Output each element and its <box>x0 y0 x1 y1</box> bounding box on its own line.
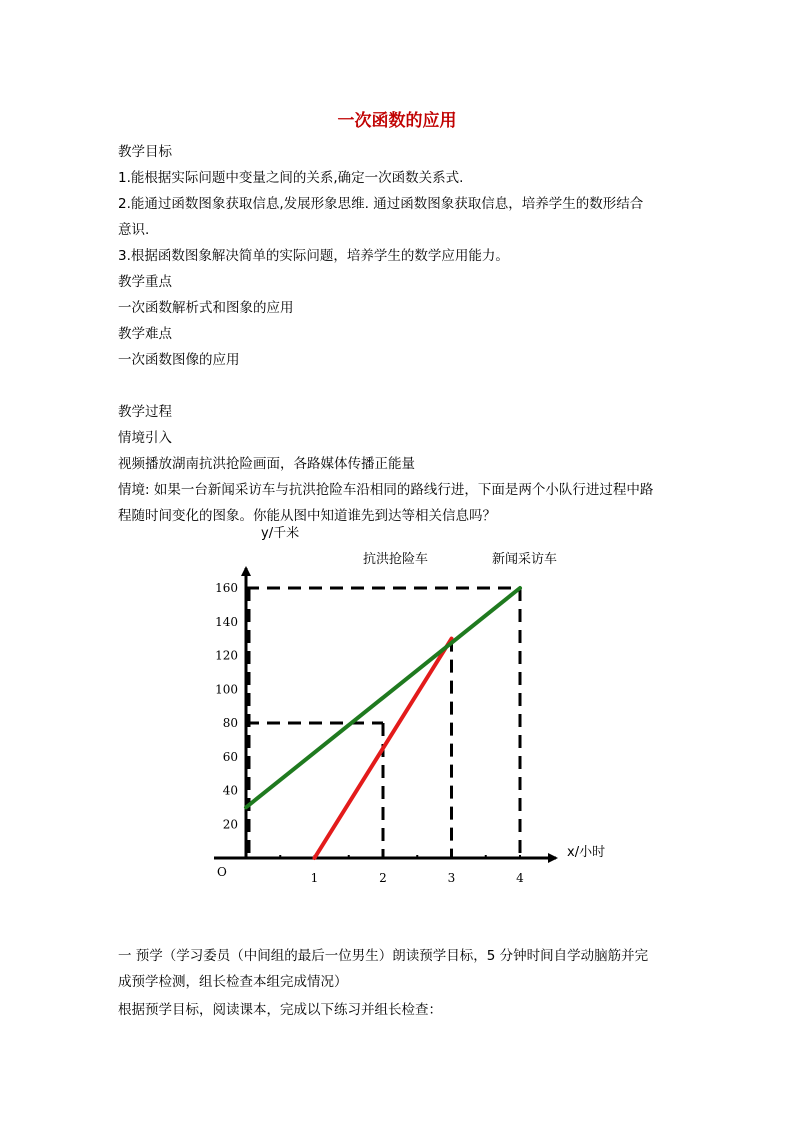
goal-2-continued: 意识. <box>118 222 150 238</box>
series-label-2: 新闻采访车 <box>492 552 558 567</box>
y-tick-label-40: 40 <box>222 783 238 798</box>
x-axis-label: x/小时 <box>567 845 606 860</box>
goal-1: 1.能根据实际问题中变量之间的关系,确定一次函数关系式. <box>118 170 464 186</box>
goal-2: 2.能通过函数图象获取信息,发展形象思维. 通过函数图象获取信息，培养学生的数形结合 <box>118 196 644 212</box>
x-tick-label-2: 2 <box>379 871 387 885</box>
y-tick-label-80: 80 <box>222 716 238 730</box>
scenario-text: 情境: 如果一台新闻采访车与抗洪抢险车沿相同的路线行进，下面是两个小队行进过程中路 <box>118 482 654 498</box>
heading-process: 教学过程 <box>118 404 172 420</box>
x-tick-label-3: 3 <box>447 871 456 885</box>
origin-label: O <box>217 865 227 879</box>
difficulties-text: 一次函数图像的应用 <box>118 352 240 368</box>
y-tick-label-120: 120 <box>215 648 238 663</box>
y-tick-label-140: 140 <box>215 614 238 629</box>
series-label-1: 抗洪抢险车 <box>363 552 429 567</box>
preview-instructions: 一 预学（学习委员（中间组的最后一位男生）朗读预学目标，5 分钟时间自学动脑筋并完 <box>118 948 649 964</box>
key-points-text: 一次函数解析式和图象的应用 <box>118 300 294 316</box>
heading-teaching-goals: 教学目标 <box>118 144 172 160</box>
document-title: 一次函数的应用 <box>337 111 457 131</box>
y-tick-label-160: 160 <box>215 581 238 595</box>
y-tick-label-20: 20 <box>222 817 238 832</box>
y-tick-label-100: 100 <box>215 682 238 697</box>
scenario-text-continued: 程随时间变化的图象。你能从图中知道谁先到达等相关信息吗？ <box>118 508 496 524</box>
x-tick-label-4: 4 <box>516 871 524 885</box>
heading-difficulties: 教学难点 <box>118 326 172 342</box>
y-tick-label-60: 60 <box>222 749 238 764</box>
video-description: 视频播放湖南抗洪抢险画面，各路媒体传播正能量 <box>118 456 415 472</box>
exercise-instructions: 根据预学目标，阅读课本，完成以下练习并组长检查： <box>118 1002 442 1018</box>
preview-instructions-continued: 成预学检测，组长检查本组完成情况） <box>118 974 348 990</box>
goal-3: 3.根据函数图象解决简单的实际问题，培养学生的数学应用能力。 <box>118 248 509 264</box>
x-tick-label-1: 1 <box>310 871 319 885</box>
heading-key-points: 教学重点 <box>118 274 172 290</box>
y-axis-label: y/千米 <box>261 526 300 541</box>
series-line-1 <box>315 639 452 858</box>
scenario-intro-heading: 情境引入 <box>118 430 172 446</box>
